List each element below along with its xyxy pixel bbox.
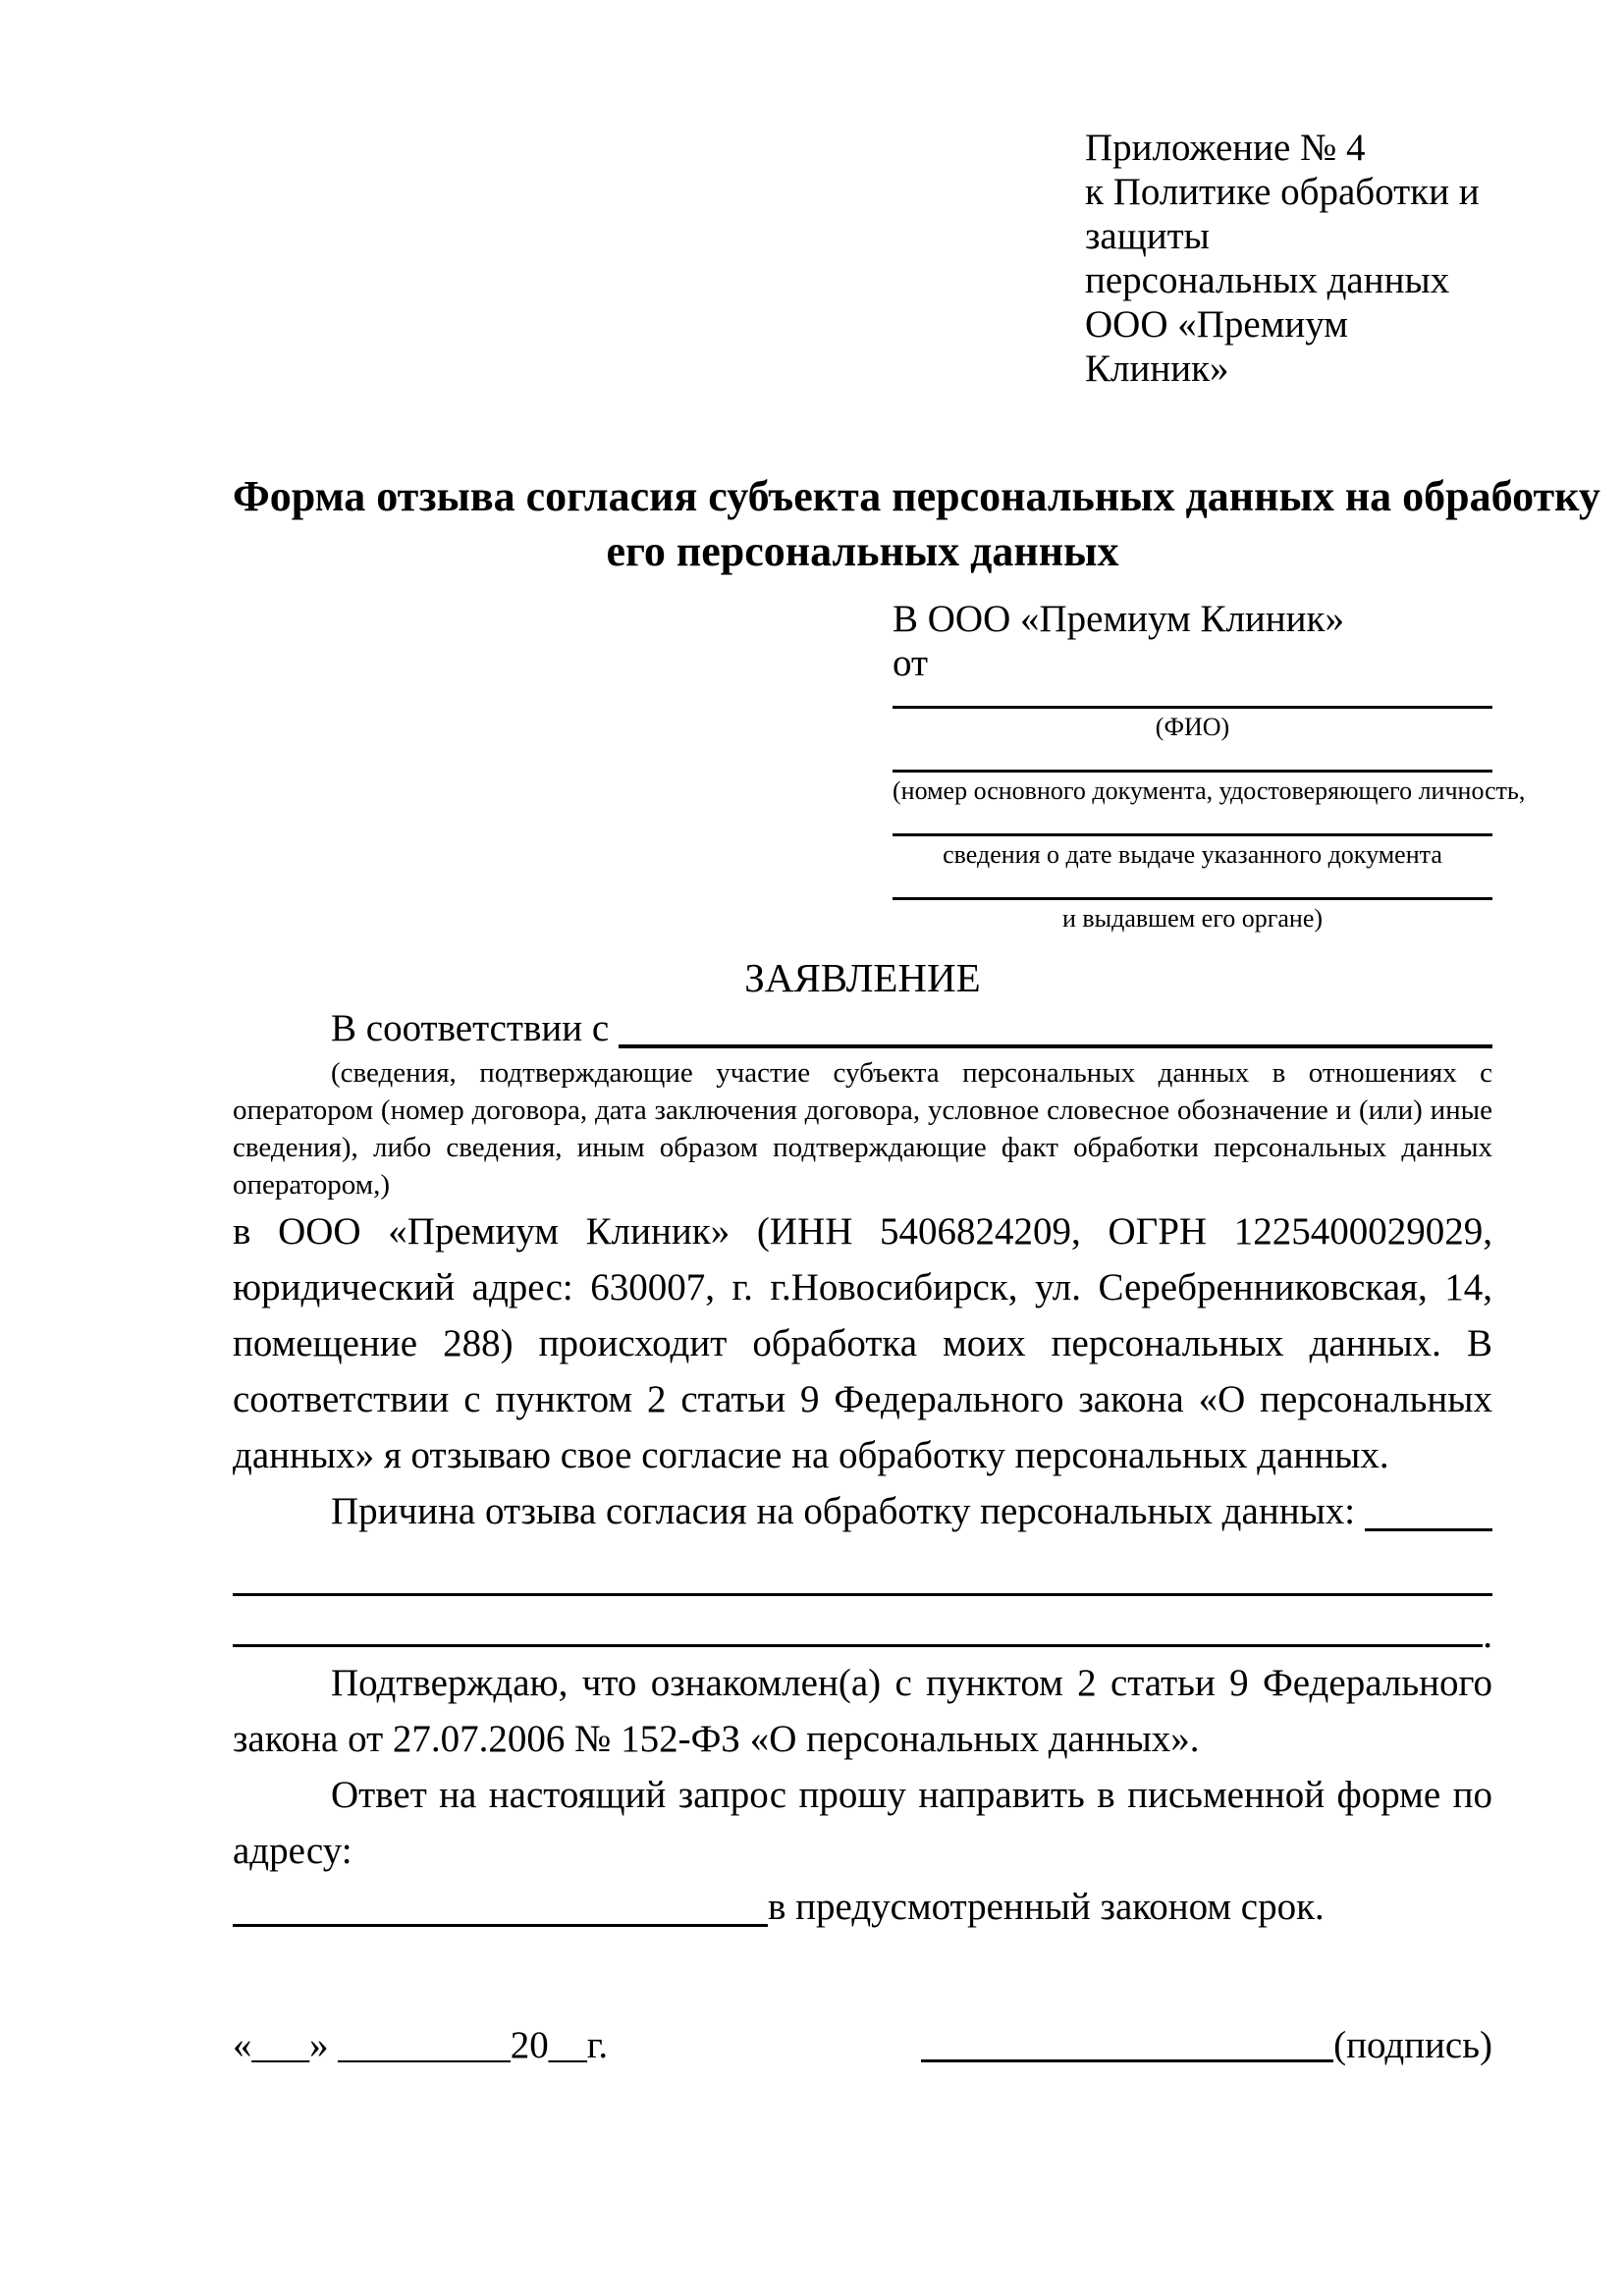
signature-input-line[interactable] [921,2059,1333,2062]
answer-address-row [233,1879,1492,1935]
addressee-from-label: от [893,642,929,684]
date-line: «___» _________20__г. [233,2024,609,2066]
document-title-line-1: Форма отзыва согласия субъекта персональных данных на обработку [233,472,1600,520]
fio-field [893,685,1492,743]
issuing-authority-input-line[interactable] [893,877,1492,900]
issuing-authority-field [893,877,1492,934]
statement-heading: ЗАЯВЛЕНИЕ [744,955,981,1000]
operator-paragraph: в ООО «Премиум Клиник» (ИНН 5406824209, ОГРН 1225400029029, юридический адрес: 630007, г. г.Новосибирск, ул. Серебренниковская, 14, помещение 288) происходит обработка моих персональных данных. В соответствии с пунктом 2 статьи 9 Федерального закона «О персональных данных» я отзываю свое согласие на обработку персональных данных. [233,1210,1492,1476]
footer-row [233,2021,1492,2070]
reason-input-line-3[interactable] [233,1644,1483,1647]
issuing-authority-caption: и выдавшем его органе) [1061,904,1324,933]
issue-date-input-line[interactable] [893,813,1492,836]
appendix-line-3: персональных данных [1085,259,1450,301]
document-number-field [893,749,1526,807]
address-input-line[interactable] [233,1924,768,1927]
accordance-prefix: В соответствии с [331,1007,610,1049]
reason-input-line[interactable] [1365,1528,1492,1531]
reason-row [233,1483,1492,1539]
addressee-block [893,597,1526,934]
fio-caption: (ФИО) [1155,713,1230,741]
document-title-line-2: его персональных данных [606,527,1119,575]
fio-input-line[interactable] [893,685,1492,709]
reason-blank-row-1 [233,1553,1492,1604]
signature-group [921,2021,1492,2070]
issue-date-field [893,813,1492,871]
reason-blank-row-2 [233,1604,1492,1655]
accordance-row [233,1003,1492,1054]
document-number-input-line[interactable] [893,749,1492,773]
document-number-caption: (номер основного документа, удостоверяющего личность, [893,776,1526,805]
reason-label: Причина отзыва согласия на обработку персональных данных: [331,1490,1356,1532]
issue-date-caption: сведения о дате выдаче указанного документа [943,840,1442,869]
appendix-line-2: к Политике обработки и защиты [1085,171,1480,257]
answer-suffix: в предусмотренный законом срок. [768,1886,1325,1928]
appendix-line-4: ООО «Премиум Клиник» [1085,303,1348,390]
confirmation-paragraph: Подтверждаю, что ознакомлен(а) с пунктом 2 статьи 9 Федерального закона от 27.07.2006 № 152-ФЗ «О персональных данных». [233,1662,1492,1760]
reason-end-period: . [1483,1614,1492,1656]
accordance-fine-print: (сведения, подтверждающие участие субъекта персональных данных в отношениях с оператором (номер договора, дата заключения договора, условное словесное обозначение и (или) иные сведения), либо сведения, иным образом подтверждающие факт обработки персональных данных оператором,) [233,1057,1492,1201]
appendix-line-1: Приложение № 4 [1085,127,1366,169]
signature-caption: (подпись) [1333,2024,1492,2066]
addressee-organization: В ООО «Премиум Клиник» [893,598,1344,640]
reason-input-line-2[interactable] [233,1593,1492,1596]
answer-request-paragraph: Ответ на настоящий запрос прошу направить в письменной форме по адресу: [233,1774,1492,1872]
appendix-header [1085,126,1492,391]
accordance-input-line[interactable] [619,1044,1492,1048]
document-title [233,469,1600,579]
